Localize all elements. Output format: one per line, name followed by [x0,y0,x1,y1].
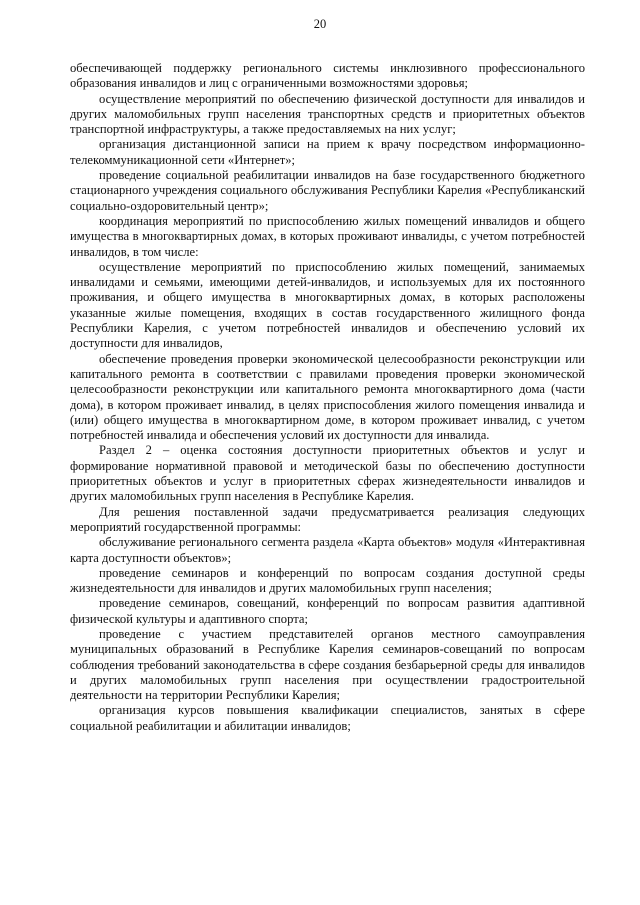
paragraph: проведение семинаров и конференций по вопросам создания доступной среды жизнедеятельности для инвалидов и других маломобильных групп населения; [70,565,585,596]
paragraph: осуществление мероприятий по приспособлению жилых помещений, занимаемых инвалидами и семьями, имеющими детей-инвалидов, и используемых для их постоянного проживания, и общего имущества в многоквартирных домах, в которых расположены указанные жилые помещения, входящих в состав государственного жилищного фонда Республики Карелия, с учетом потребностей инвалидов и обеспечению условий их доступности для инвалидов, [70,259,585,351]
paragraph: проведение семинаров, совещаний, конференций по вопросам развития адаптивной физической культуры и адаптивного спорта; [70,596,585,626]
paragraph: Для решения поставленной задачи предусматривается реализация следующих мероприятий государственной программы: [70,504,585,534]
paragraph: осуществление мероприятий по обеспечению физической доступности для инвалидов и других маломобильных групп населения транспортных средств и приоритетных объектов транспортной инфраструктуры, а также предоставляемых на них услуг; [70,91,585,137]
page-number: 20 [313,17,327,31]
paragraph: проведение социальной реабилитации инвалидов на базе государственного бюджетного стационарного учреждения социального обслуживания Республики Карелия «Республиканский социально-оздоровительный центр»; [70,168,585,213]
paragraph: Раздел 2 – оценка состояния доступности приоритетных объектов и услуг и формирование нормативной правовой и методической базы по обеспечению доступности приоритетных объектов и услуг в приоритетных сферах жизнедеятельности инвалидов и других маломобильных групп населения в Республике Карелия. [70,443,585,504]
paragraph: проведение с участием представителей органов местного самоуправления муниципальных образований в Республике Карелия семинаров-совещаний по вопросам соблюдения требований законодательства в сфере создания безбарьерной среды для инвалидов и других маломобильных групп населения при осуществлении градостроительной деятельности на территории Республики Карелия; [70,626,585,703]
document-body [70,61,585,734]
paragraph: обеспечение проведения проверки экономической целесообразности реконструкции или капитального ремонта в соответствии с правилами проведения проверки экономической целесообразности реконструкции или капитального ремонта многоквартирного дома (части дома), в котором проживает инвалид, в целях приспособления жилого помещения инвалида и (или) общего имущества в многоквартирном доме, в котором проживает инвалид, с учетом потребностей инвалида и обеспечения условий их доступности для инвалида. [70,351,585,443]
paragraph: координация мероприятий по приспособлению жилых помещений инвалидов и общего имущества в многоквартирных домах, в которых проживают инвалиды, с учетом потребностей инвалидов, в том числе: [70,213,585,259]
paragraph: обеспечивающей поддержку регионального системы инклюзивного профессионального образования инвалидов и лиц с ограниченными возможностями здоровья; [70,61,585,91]
paragraph: организация дистанционной записи на прием к врачу посредством информационно-телекоммуникационной сети «Интернет»; [70,137,585,167]
paragraph: организация курсов повышения квалификации специалистов, занятых в сфере социальной реабилитации и абилитации инвалидов; [70,703,585,733]
paragraph: обслуживание регионального сегмента раздела «Карта объектов» модуля «Интерактивная карта доступности объектов»; [70,535,585,565]
